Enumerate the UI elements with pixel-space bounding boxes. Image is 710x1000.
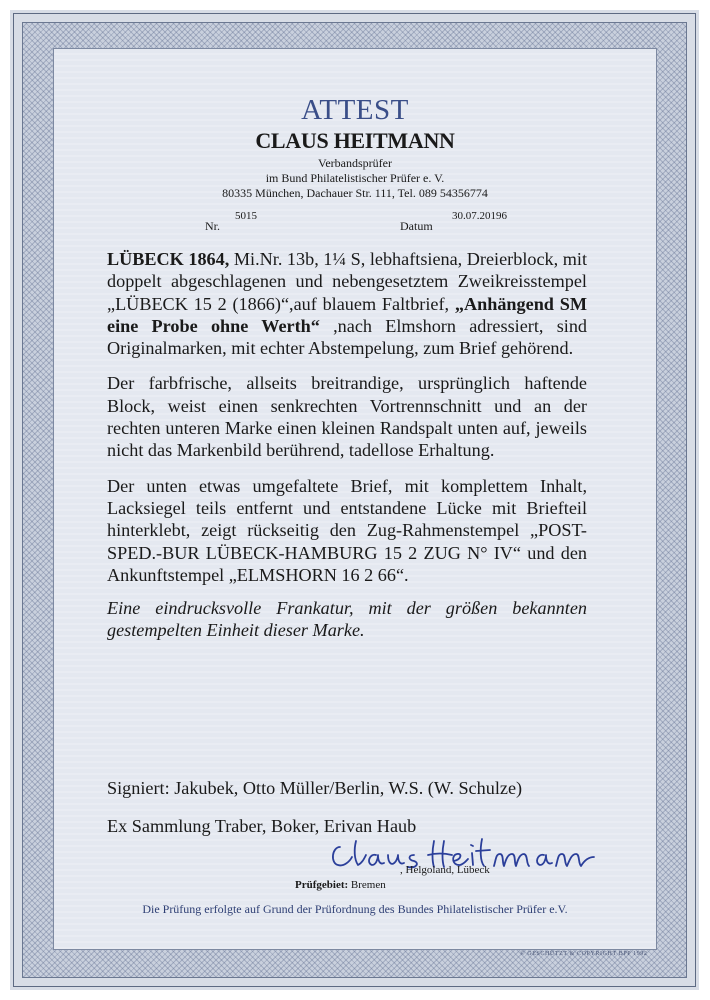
paragraph-condition: Der farbfrische, allseits breitrandige, ursprünglich haftende Block, weist einen senkrechten Vortrennschnitt und an der rechten unteren Marke einen kleinen Randspalt unten auf, jeweils nicht das Markenbild berührend, tadellose Erhaltung. — [107, 373, 587, 461]
footer-note: Die Prüfung erfolgte auf Grund der Prüfordnung des Bundes Philatelistischer Prüfer e.V. — [142, 902, 568, 916]
description-text-2: ,nach Elmshorn adressiert, sind Originalmarken, mit echter Abstempelung, zum Brief gehörend. — [107, 315, 588, 359]
copyright-notice: © GESCHÜTZT & COPYRIGHT BPP 1992 — [520, 951, 648, 957]
signature-stroke — [333, 847, 352, 865]
examiner-name: CLAUS HEITMANN — [255, 128, 455, 153]
paragraph-description — [107, 248, 587, 359]
pruefgebiet — [295, 879, 386, 891]
signature-stroke — [355, 841, 366, 865]
association-line: im Bund Philatelistischer Prüfer e. V. — [265, 171, 445, 185]
paragraph-cover: Der unten etwas umgefaltete Brief, mit komplettem Inhalt, Lacksiegel teils entfernt und entstandene Lücke mit Briefteil hinterklebt, zeigt rückseitig den Zug-Rahmenstempel „POST-SPED.-BUR LÜBECK-HAMBURG 15 2 ZUG N° IV“ und den Ankunftstempel „ELMSHORN 16 2 66“. — [107, 475, 587, 585]
certificate-body — [107, 248, 587, 642]
stamp-heading: LÜBECK 1864, — [107, 249, 230, 269]
signature-stroke — [388, 855, 404, 864]
signature-stroke — [471, 845, 473, 865]
datum-label: Datum — [400, 219, 433, 233]
nr-label: Nr. — [205, 219, 220, 233]
datum-value: 30.07.20196 — [452, 210, 507, 222]
signed-by: Signiert: Jakubek, Otto Müller/Berlin, W.S. (W. Schulze) — [107, 778, 523, 798]
nr-value: 5015 — [235, 210, 257, 222]
provenance: Ex Sammlung Traber, Boker, Erivan Haub — [107, 816, 417, 836]
signature-stroke — [369, 855, 384, 865]
signature-stroke — [537, 855, 552, 865]
description-text-1: Mi.Nr. 13b, 1¼ S, lebhaftsiena, Dreierblock, mit doppelt abgeschlagenen und nebengesetztem Zweikreisstempel „LÜBECK 15 2 (1866)“,auf blauem Faltbrief, — [107, 249, 588, 314]
certificate-title: ATTEST — [301, 94, 409, 126]
signature-stroke — [494, 854, 529, 866]
address-line: 80335 München, Dachauer Str. 111, Tel. 089 54356774 — [222, 186, 488, 200]
cover-inscription: „Anhängend SM eine Probe ohne Werth“ — [107, 293, 587, 336]
region-suffix: , Helgoland, Lübeck — [400, 864, 490, 876]
pruefgebiet-value: Bremen — [350, 879, 386, 891]
signature-stroke — [476, 839, 490, 866]
pruefgebiet-label: Prüfgebiet: — [295, 879, 349, 891]
paragraph-conclusion: Eine eindrucksvolle Frankatur, mit der größen bekannten gestempelten Einheit dieser Marke. — [107, 598, 587, 641]
examiner-role: Verbandsprüfer — [318, 156, 392, 170]
signature-stroke — [556, 854, 594, 866]
